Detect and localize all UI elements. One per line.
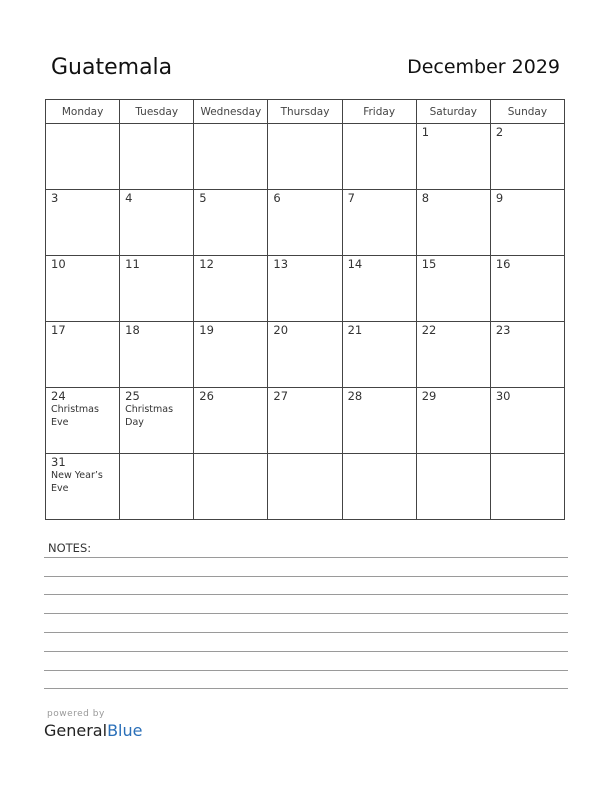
day-number: 25 (125, 389, 140, 403)
note-line (44, 651, 568, 652)
note-line (44, 594, 568, 595)
calendar-day-cell (268, 190, 342, 256)
calendar-day-cell (120, 124, 194, 190)
note-line (44, 557, 568, 558)
calendar-day-cell (268, 124, 342, 190)
day-number: 19 (199, 323, 214, 337)
day-number: 14 (347, 257, 363, 271)
calendar-day-cell (416, 322, 490, 388)
weekday-header-row (46, 100, 565, 124)
holiday-label: Christmas Eve (51, 404, 99, 428)
day-number: 18 (125, 323, 140, 337)
calendar-day-cell (342, 190, 416, 256)
calendar-week-row (46, 388, 565, 454)
day-number: 13 (273, 257, 289, 271)
brand-blue-text: Blue (107, 721, 143, 740)
calendar-day-cell (416, 124, 490, 190)
weekday-header: Thursday (268, 100, 342, 124)
calendar-day-cell (120, 190, 194, 256)
calendar-day-cell (268, 454, 342, 520)
calendar-day-cell (416, 190, 490, 256)
calendar-day-cell (194, 124, 268, 190)
day-number: 24 (51, 389, 66, 403)
calendar-day-cell (194, 190, 268, 256)
note-line (44, 632, 568, 633)
day-number: 9 (495, 191, 504, 205)
country-title: Guatemala (51, 55, 173, 80)
calendar-day-cell (120, 454, 194, 520)
day-number: 15 (421, 257, 437, 271)
calendar-day-cell (342, 454, 416, 520)
day-number: 5 (199, 191, 207, 205)
calendar-day-cell (416, 256, 490, 322)
calendar-day-cell (194, 322, 268, 388)
day-number: 4 (125, 191, 133, 205)
calendar-day-cell (194, 388, 268, 454)
note-line (44, 613, 568, 614)
notes-label: NOTES: (48, 541, 92, 555)
calendar-day-cell (342, 256, 416, 322)
day-number: 2 (495, 125, 504, 139)
day-number: 20 (273, 323, 289, 337)
calendar-day-cell (120, 256, 194, 322)
month-year-title: December 2029 (407, 56, 560, 78)
holiday-label: Christmas Day (125, 404, 174, 428)
calendar-day-cell (490, 322, 564, 388)
calendar-day-cell (46, 256, 120, 322)
note-line (44, 670, 568, 671)
note-line (44, 688, 568, 689)
calendar-grid (45, 99, 565, 520)
day-number: 11 (125, 257, 140, 271)
weekday-header: Monday (46, 100, 120, 124)
day-number: 3 (51, 191, 59, 205)
calendar-week-row (46, 256, 565, 322)
weekday-header: Tuesday (120, 100, 194, 124)
calendar-day-cell (342, 322, 416, 388)
calendar-day-cell (46, 124, 120, 190)
calendar-day-cell (490, 256, 564, 322)
day-number: 22 (421, 323, 437, 337)
day-number: 23 (495, 323, 511, 337)
weekday-header: Friday (342, 100, 416, 124)
calendar-day-cell (490, 388, 564, 454)
weekday-header: Wednesday (194, 100, 268, 124)
calendar-day-cell (194, 454, 268, 520)
calendar-day-cell (490, 454, 564, 520)
calendar-week-row (46, 322, 565, 388)
calendar-day-cell (490, 124, 564, 190)
weekday-header: Saturday (416, 100, 490, 124)
calendar-day-cell (342, 124, 416, 190)
note-line (44, 576, 568, 577)
calendar-day-cell (46, 190, 120, 256)
calendar-day-cell (268, 256, 342, 322)
day-number: 21 (347, 323, 363, 337)
day-number: 26 (199, 389, 214, 403)
calendar-day-cell (194, 256, 268, 322)
calendar-day-cell (46, 454, 120, 520)
calendar-day-cell (342, 388, 416, 454)
weekday-header: Sunday (490, 100, 564, 124)
calendar-day-cell (120, 322, 194, 388)
day-number: 6 (273, 191, 281, 205)
calendar-day-cell (268, 322, 342, 388)
day-number: 29 (421, 389, 437, 403)
calendar-week-row (46, 454, 565, 520)
day-number: 17 (51, 323, 66, 337)
powered-by-text: powered by (47, 709, 105, 719)
day-number: 31 (51, 455, 66, 469)
day-number: 1 (421, 125, 430, 139)
calendar-day-cell (46, 388, 120, 454)
calendar-day-cell (416, 388, 490, 454)
calendar-day-cell (268, 388, 342, 454)
day-number: 30 (495, 389, 511, 403)
calendar-day-cell (120, 388, 194, 454)
brand-logo (44, 721, 142, 740)
day-number: 28 (347, 389, 363, 403)
calendar-day-cell (490, 190, 564, 256)
day-number: 8 (421, 191, 430, 205)
calendar-day-cell (416, 454, 490, 520)
calendar-day-cell (46, 322, 120, 388)
calendar-week-row (46, 190, 565, 256)
holiday-label: New Year’s Eve (51, 470, 103, 494)
day-number: 27 (273, 389, 289, 403)
day-number: 7 (347, 191, 355, 205)
calendar-week-row (46, 124, 565, 190)
day-number: 12 (199, 257, 214, 271)
brand-general-text: General (44, 721, 108, 740)
day-number: 16 (495, 257, 511, 271)
day-number: 10 (51, 257, 66, 271)
